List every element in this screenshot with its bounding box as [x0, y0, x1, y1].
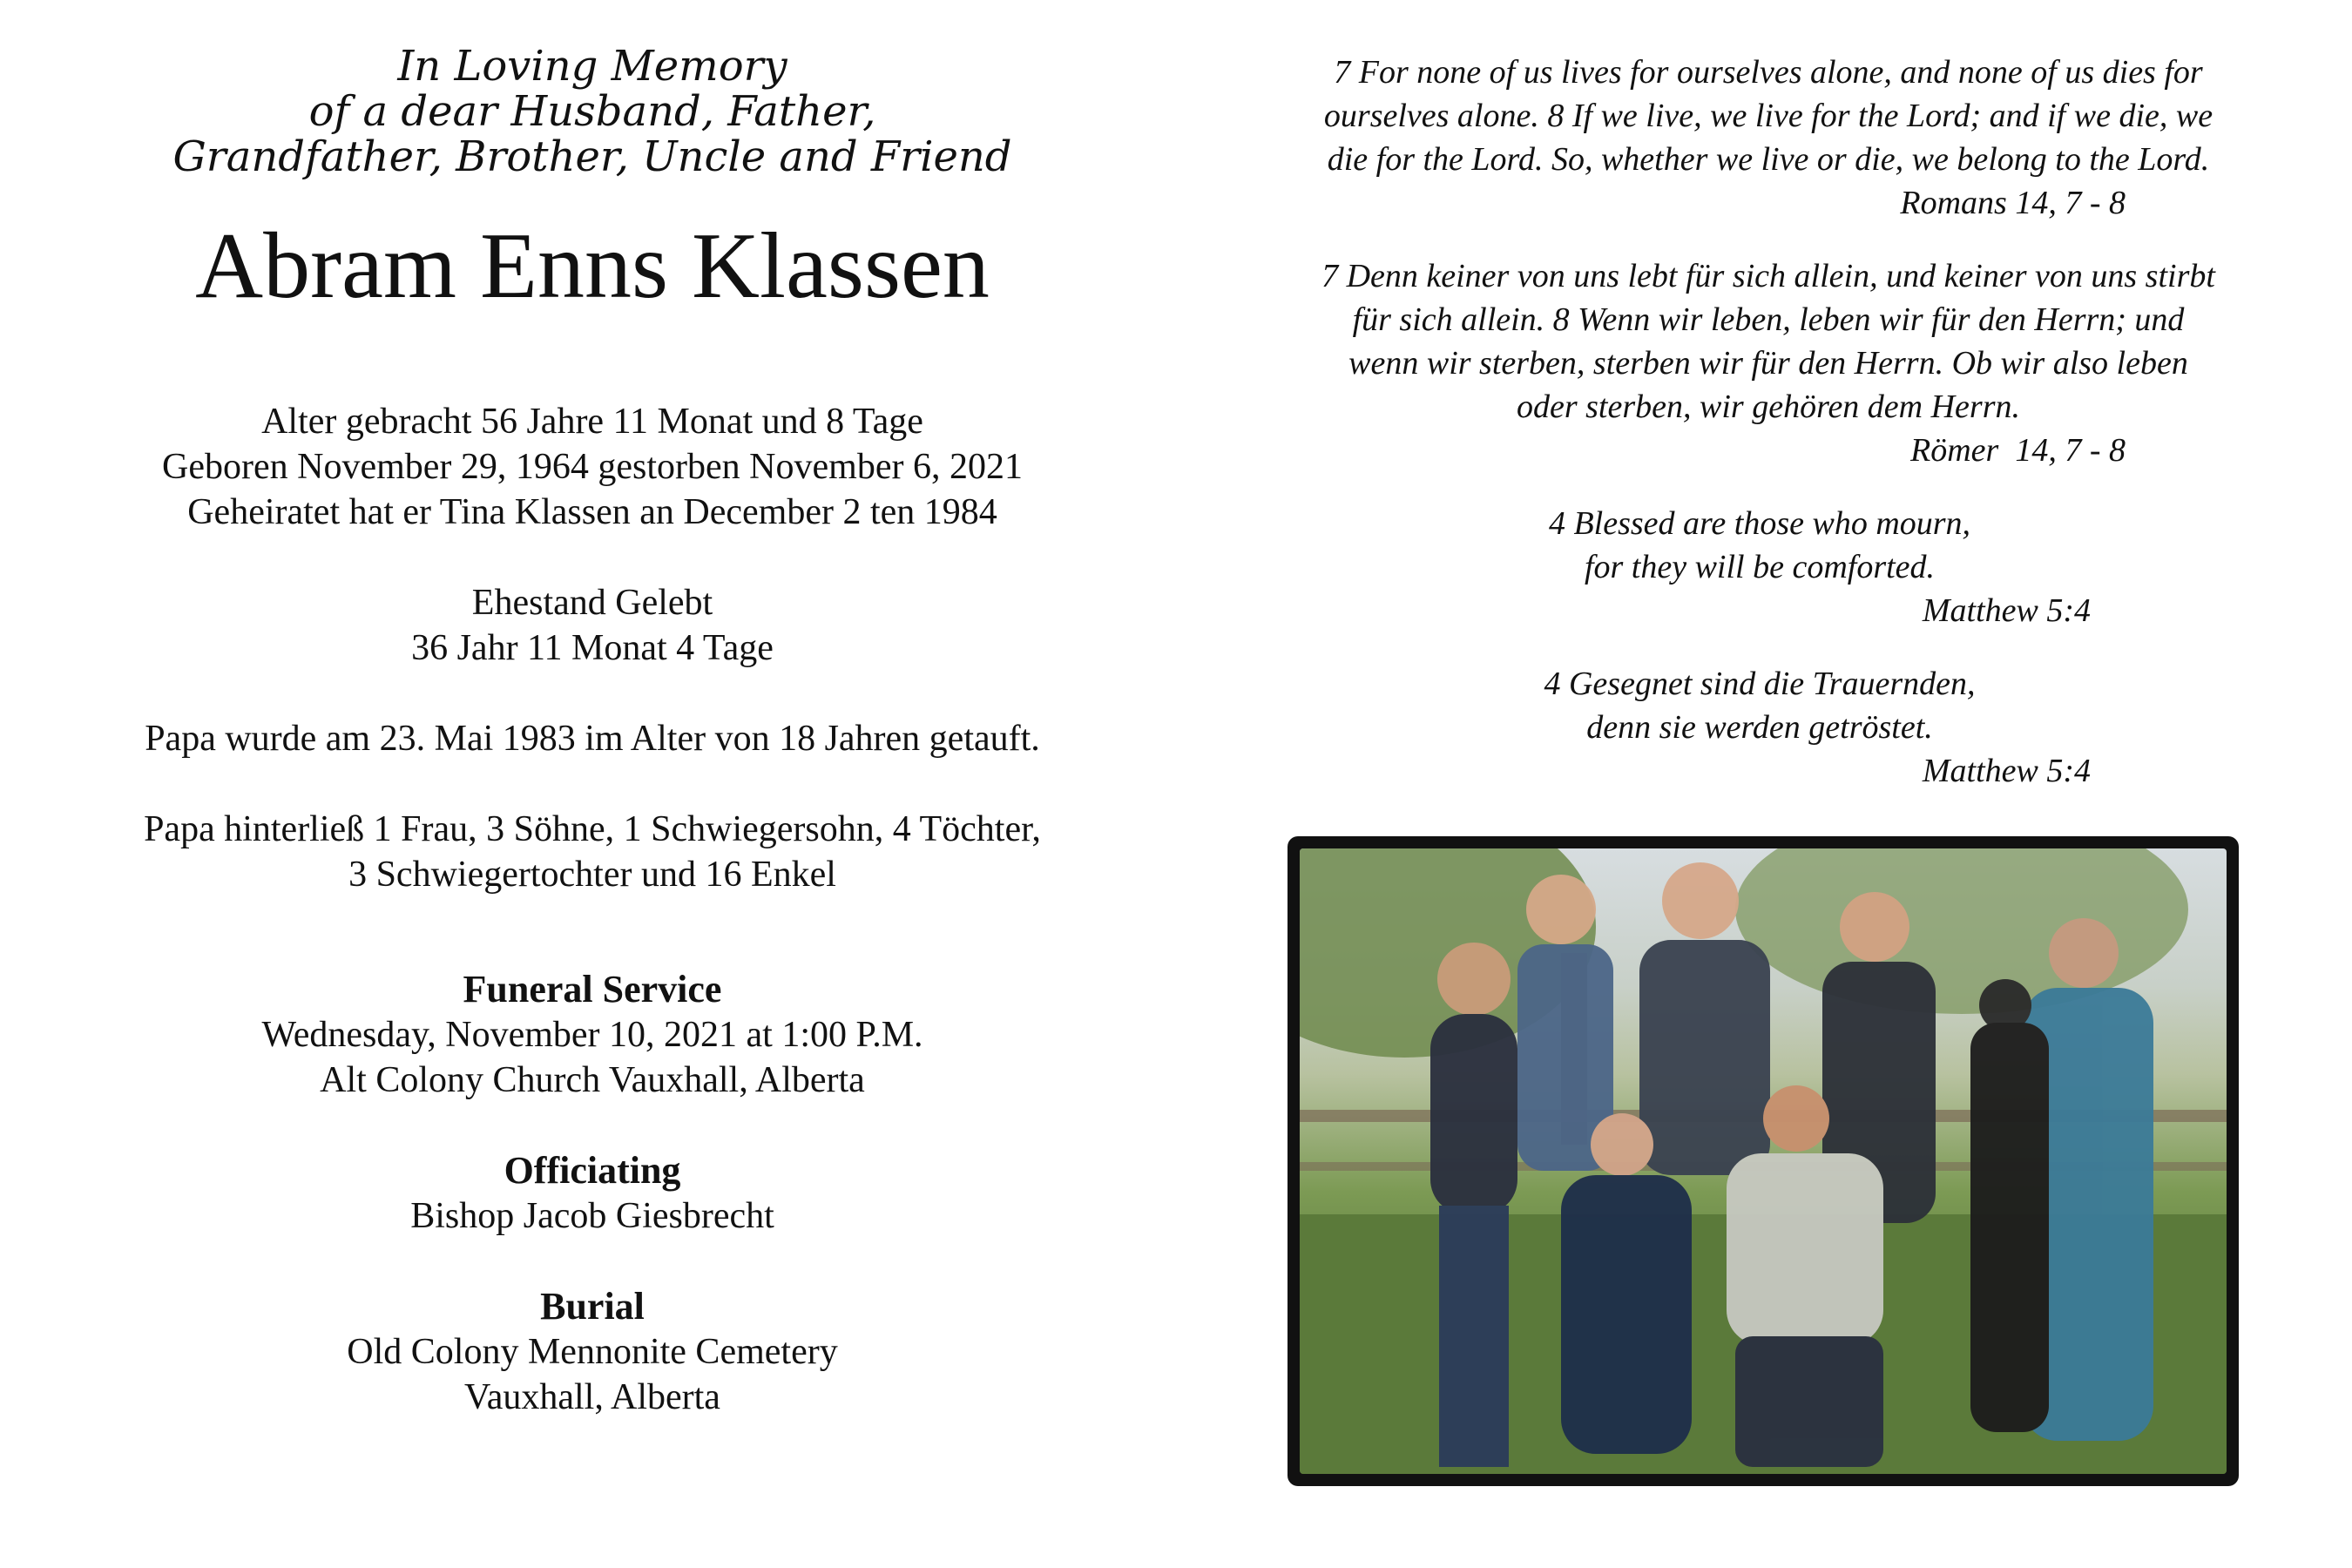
verse-block-matthew-en: [1237, 502, 2300, 632]
deceased-name: Abram Enns Klassen: [195, 214, 990, 318]
life-line-3: Geheiratet hat er Tina Klassen an December 2 ten 1984: [187, 492, 997, 532]
verse-line: die for the Lord. So, whether we live or die, we belong to the Lord.: [1327, 141, 2210, 178]
verse-block-romans-en: [1237, 51, 2300, 225]
life-line-2: Geboren November 29, 1964 gestorben November 6, 2021: [162, 447, 1023, 487]
memorial-column: [26, 44, 1159, 1420]
survivors-line-2: 3 Schwiegertochter und 16 Enkel: [348, 855, 836, 895]
verse-line: 4 Gesegnet sind die Trauernden,: [1544, 666, 1976, 702]
verse-line: for they will be comforted.: [1584, 549, 1936, 585]
burial-place: Old Colony Mennonite Cemetery: [347, 1332, 838, 1372]
verse-line: wenn wir sterben, sterben wir für den Herrn. Ob wir also leben: [1348, 345, 2188, 382]
officiant-name: Bishop Jacob Giesbrecht: [410, 1196, 774, 1236]
survivors-line-1: Papa hinterließ 1 Frau, 3 Söhne, 1 Schwiegersohn, 4 Töchter,: [144, 809, 1041, 849]
funeral-place: Alt Colony Church Vauxhall, Alberta: [320, 1060, 865, 1100]
verse-reference: Matthew 5:4: [1922, 592, 2091, 629]
header-line-2: of a dear Husband, Father,: [308, 87, 876, 136]
verse-line: ourselves alone. 8 If we live, we live for the Lord; and if we die, we: [1323, 98, 2213, 134]
marriage-line-1: Ehestand Gelebt: [471, 583, 713, 623]
verse-line: für sich allein. 8 Wenn wir leben, leben wir für den Herrn; und: [1352, 301, 2185, 338]
verse-line: 7 For none of us lives for ourselves alone, and none of us dies for: [1334, 54, 2203, 91]
verse-reference: Matthew 5:4: [1922, 753, 2091, 789]
verse-line: 7 Denn keiner von uns lebt für sich allein, und keiner von uns stirbt: [1321, 258, 2215, 294]
verse-line: 4 Blessed are those who mourn,: [1548, 505, 1971, 542]
life-line-1: Alter gebracht 56 Jahre 11 Monat und 8 Tage: [261, 402, 923, 442]
family-photo-illustration: [1300, 848, 2227, 1474]
family-photo-icon: [1300, 848, 2227, 1474]
verse-block-romans-de: [1237, 254, 2300, 472]
verse-reference: Römer 14, 7 - 8: [1910, 432, 2126, 469]
burial-heading: Burial: [540, 1285, 645, 1328]
header-line-1: In Loving Memory: [397, 42, 787, 91]
verse-line: denn sie werden getröstet.: [1586, 709, 1933, 746]
burial-town: Vauxhall, Alberta: [464, 1377, 720, 1417]
verses-column: [1237, 51, 2300, 822]
baptism-line: Papa wurde am 23. Mai 1983 im Alter von 18 Jahren getauft.: [145, 719, 1040, 759]
verse-reference: Romans 14, 7 - 8: [1900, 185, 2126, 221]
marriage-line-2: 36 Jahr 11 Monat 4 Tage: [411, 628, 774, 668]
officiating-heading: Officiating: [504, 1149, 681, 1192]
verse-line: oder sterben, wir gehören dem Herrn.: [1516, 389, 2020, 425]
family-photo-frame: [1288, 836, 2239, 1486]
verse-block-matthew-de: [1237, 662, 2300, 793]
header-line-3: Grandfather, Brother, Uncle and Friend: [172, 132, 1012, 181]
funeral-date: Wednesday, November 10, 2021 at 1:00 P.M.: [261, 1015, 923, 1055]
funeral-service-heading: Funeral Service: [463, 968, 722, 1010]
